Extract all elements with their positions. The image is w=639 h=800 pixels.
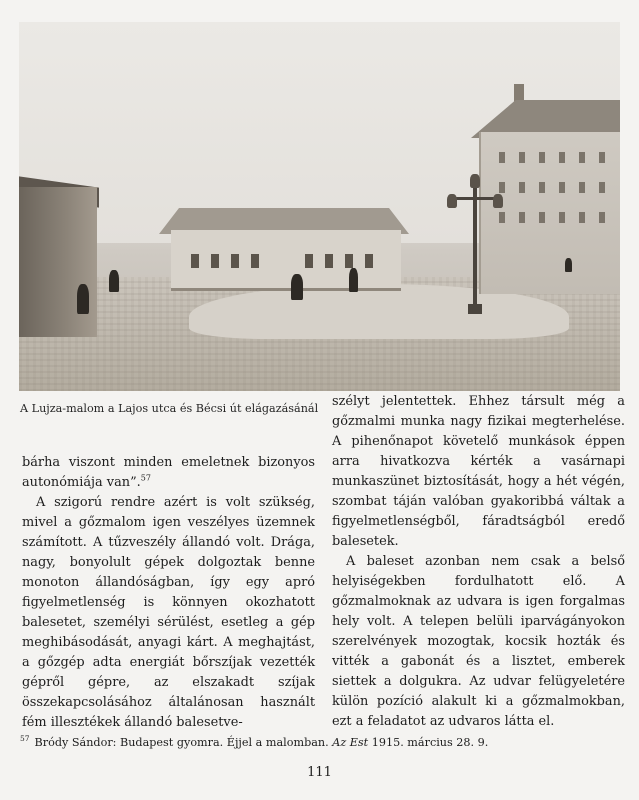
footnote-publication-title: Az Est <box>332 736 369 749</box>
photo-lamp-globe <box>493 194 503 208</box>
paragraph: A baleset azonban nem csak a belső helyiségekben fordulhatott elő. A gőzmalmoknak az udvara is igen forgalmas hely volt. A telepen belüli iparvágányokon szerelvények mozogtak, kocsik hozták és vitték a gabonát és a lisztet, emberek siettek a dolgukra. Az udvar felügyeletére külön pozíció alakult ki a gőzmalmokban, ezt a feladatot az udvaros látta el. <box>332 554 625 729</box>
photo-lamp-globe <box>470 174 480 188</box>
footnote-date: 1915. március 28. 9. <box>368 736 489 749</box>
paragraph <box>22 453 315 493</box>
footnote-text: Bródy Sándor: Budapest gyomra. Éjjel a malomban. <box>34 736 333 749</box>
photo-window <box>539 182 545 193</box>
photo-caption: A Lujza-malom a Lajos utca és Bécsi út elágazásánál <box>20 402 319 415</box>
photo-window <box>251 254 259 268</box>
right-text-column <box>332 392 625 732</box>
photo-window <box>579 212 585 223</box>
paragraph: szélyt jelentettek. Ehhez társult még a gőzmalmi munka nagy fizikai megterhelése. A pihenőnapot követelő munkások éppen arra hivatkozva kérték a vasárnapi munkaszünet biztosítását, hogy a hét végén, szombat táján valóban gyakoribbá váltak a figyelmetlenségből, fáradtságból eredő balesetek. <box>332 394 625 549</box>
photo-person <box>565 258 572 272</box>
photo-window <box>519 212 525 223</box>
photo-person <box>291 274 303 300</box>
photo-window <box>345 254 353 268</box>
footnote-reference: 57 <box>140 473 151 483</box>
photo-street-lamp <box>473 182 477 312</box>
photo-window <box>305 254 313 268</box>
photo-window <box>559 212 565 223</box>
photo-window <box>539 152 545 163</box>
footnote-number: 57 <box>20 734 30 744</box>
photo-window <box>519 182 525 193</box>
paragraph: A szigorú rendre azért is volt szükség, mivel a gőzmalom igen veszélyes üzemnek számított. A tűzveszély állandó volt. Drága, nagy, bonyolult gépek dolgoztak benne monoton állandóságban, így egy apró figyelmetlenség is könnyen okozhatott balesetet, személyi sérülést, esetleg a gép meghibásodását, anyagi kárt. A meghajtást, a gőzgép adta energiát bőrszíjak vezették gépről gépre, az elszakadt szíjak összekapcsolásához általánosan használt fém illesztékek állandó balesetve- <box>22 495 315 730</box>
photo-person <box>109 270 119 292</box>
photo-person <box>77 284 89 314</box>
photo-window <box>499 182 505 193</box>
photo-window <box>519 152 525 163</box>
photo-window <box>599 212 605 223</box>
photo-person <box>349 268 358 292</box>
photo-window <box>499 212 505 223</box>
photo-window <box>191 254 199 268</box>
historic-street-photograph <box>19 22 620 391</box>
page-number: 111 <box>307 765 332 780</box>
photo-window <box>539 212 545 223</box>
photo-window <box>499 152 505 163</box>
photo-window <box>599 152 605 163</box>
photo-window <box>559 152 565 163</box>
photo-street-lamp-base <box>468 304 482 314</box>
photo-window <box>599 182 605 193</box>
photo-window <box>365 254 373 268</box>
photo-window <box>559 182 565 193</box>
photo-lamp-globe <box>447 194 457 208</box>
paragraph-text: bárha viszont minden emeletnek bizonyos autonómiája van”. <box>22 455 315 490</box>
photo-street-lamp-arm <box>451 197 499 200</box>
photo-window <box>325 254 333 268</box>
photo-window <box>579 182 585 193</box>
photo-window <box>211 254 219 268</box>
footnote <box>20 735 620 751</box>
left-text-column <box>22 453 315 733</box>
photo-window <box>579 152 585 163</box>
photo-left-building <box>19 187 97 337</box>
photo-window <box>231 254 239 268</box>
